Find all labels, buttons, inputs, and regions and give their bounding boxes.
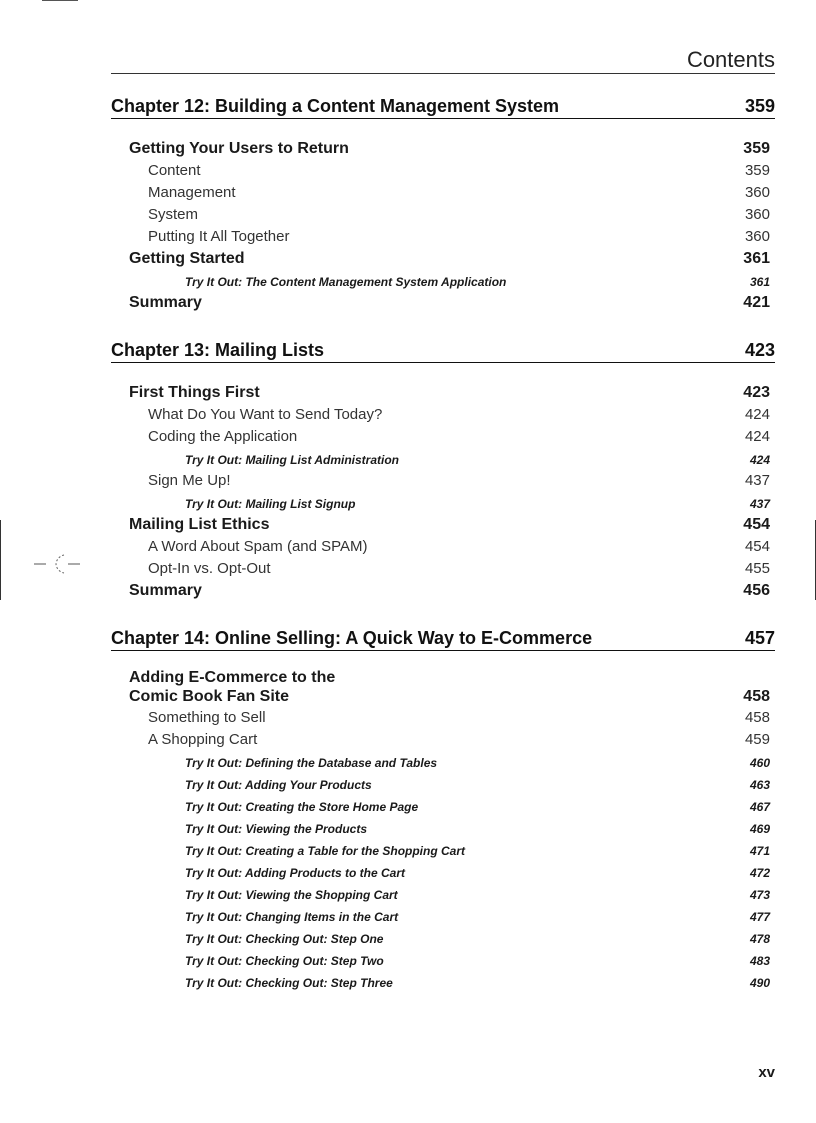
toc-entry[interactable]: [111, 816, 775, 838]
entry-page: 424: [749, 453, 770, 467]
toc-entry[interactable]: [111, 904, 775, 926]
toc-entry[interactable]: [111, 447, 775, 469]
entry-label: Getting Started: [129, 250, 245, 267]
toc-entry[interactable]: [111, 159, 775, 181]
entry-page: 421: [743, 294, 770, 311]
entry-label: Something to Sell: [148, 709, 266, 726]
header-rule: [111, 73, 775, 74]
toc-entry[interactable]: [111, 948, 775, 970]
chapter-12-heading[interactable]: [111, 90, 775, 119]
entry-label: Putting It All Together: [148, 228, 290, 245]
toc-entry[interactable]: [111, 970, 775, 992]
toc-entry-multiline[interactable]: [111, 668, 775, 706]
entry-label: Management: [148, 184, 236, 201]
entry-page: 471: [749, 844, 770, 858]
entry-page: 424: [744, 428, 770, 445]
entry-page: 437: [744, 472, 770, 489]
toc-entry[interactable]: [111, 535, 775, 557]
section-gap: [111, 601, 775, 622]
entry-label: Try It Out: Viewing the Products: [185, 822, 368, 836]
entry-page: 478: [749, 932, 770, 946]
entry-page: 456: [743, 582, 770, 599]
entry-label: Try It Out: Adding Products to the Cart: [185, 866, 405, 880]
registration-mark-icon: [34, 553, 80, 575]
toc-entry[interactable]: [111, 557, 775, 579]
toc-entry[interactable]: [111, 513, 775, 535]
entry-page: 423: [743, 384, 770, 401]
entry-page: 454: [743, 516, 770, 533]
toc-entry[interactable]: [111, 381, 775, 403]
entry-label: Try It Out: Creating the Store Home Page: [185, 800, 419, 814]
entry-page: 472: [749, 866, 770, 880]
entry-label: Try It Out: Checking Out: Step Two: [185, 954, 384, 968]
chapter-page: 423: [744, 340, 775, 360]
section-gap: [111, 313, 775, 334]
running-header: Contents: [686, 47, 775, 72]
chapter-title: Chapter 12: Building a Content Management System: [111, 96, 560, 116]
entry-page: 359: [743, 140, 770, 157]
chapter-13-heading[interactable]: [111, 334, 775, 363]
entry-label: Opt-In vs. Opt-Out: [148, 560, 271, 577]
chapter-page: 457: [744, 628, 775, 648]
toc-entry[interactable]: [111, 469, 775, 491]
entry-page: 360: [744, 228, 770, 245]
entry-page: 458: [743, 688, 770, 705]
entry-page: 437: [749, 497, 770, 511]
entry-label: Content: [148, 162, 201, 179]
entry-label: First Things First: [129, 384, 260, 401]
toc-entry[interactable]: [111, 425, 775, 447]
entry-label: Try It Out: Defining the Database and Tables: [185, 756, 438, 770]
entry-page: 490: [749, 976, 770, 990]
entry-page: 361: [743, 250, 770, 267]
entry-label: Try It Out: The Content Management System Application: [185, 275, 507, 289]
entry-page: 469: [749, 822, 770, 836]
toc-entry[interactable]: [111, 579, 775, 601]
entry-page: 360: [744, 184, 770, 201]
entry-label: Mailing List Ethics: [129, 516, 270, 533]
entry-page: 361: [749, 275, 770, 289]
entry-label: Try It Out: Adding Your Products: [185, 778, 372, 792]
entry-page: 359: [744, 162, 770, 179]
entry-page: 424: [744, 406, 770, 423]
entry-label: Sign Me Up!: [148, 472, 231, 489]
entry-label: Try It Out: Viewing the Shopping Cart: [185, 888, 398, 902]
toc-entry[interactable]: [111, 491, 775, 513]
entry-page: 477: [749, 910, 770, 924]
entry-label: Try It Out: Checking Out: Step One: [185, 932, 384, 946]
toc-entry[interactable]: [111, 403, 775, 425]
entry-label: Getting Your Users to Return: [129, 140, 349, 157]
entry-label: Try It Out: Creating a Table for the Shopping Cart: [185, 844, 466, 858]
chapter-title: Chapter 14: Online Selling: A Quick Way to E-Commerce: [111, 628, 593, 648]
entry-page: 460: [749, 756, 770, 770]
entry-label: Try It Out: Checking Out: Step Three: [185, 976, 393, 990]
entry-page: 454: [744, 538, 770, 555]
toc-entry[interactable]: [111, 706, 775, 728]
toc-entry[interactable]: [111, 750, 775, 772]
entry-page: 483: [749, 954, 770, 968]
entry-label: A Word About Spam (and SPAM): [148, 538, 368, 555]
toc-entry[interactable]: [111, 794, 775, 816]
entry-page: 458: [744, 709, 770, 726]
toc-entry[interactable]: [111, 137, 775, 159]
toc-entry[interactable]: [111, 269, 775, 291]
toc-entry[interactable]: [111, 291, 775, 313]
chapter-title: Chapter 13: Mailing Lists: [111, 340, 325, 360]
entry-page: 459: [744, 731, 770, 748]
entry-label-line-1: Adding E-Commerce to the: [129, 669, 336, 686]
table-of-contents: [111, 90, 775, 992]
toc-entry[interactable]: [111, 882, 775, 904]
toc-entry[interactable]: [111, 181, 775, 203]
entry-page: 473: [749, 888, 770, 902]
entry-page: 467: [749, 800, 770, 814]
entry-label: A Shopping Cart: [148, 731, 258, 748]
toc-entry[interactable]: [111, 838, 775, 860]
page-number: xv: [758, 1064, 775, 1081]
entry-label: Try It Out: Changing Items in the Cart: [185, 910, 399, 924]
chapter-page: 359: [744, 96, 775, 116]
entry-label: Summary: [129, 294, 202, 311]
entry-label: System: [148, 206, 199, 223]
toc-entry[interactable]: [111, 860, 775, 882]
toc-entry[interactable]: [111, 247, 775, 269]
entry-label-line-2: Comic Book Fan Site: [129, 688, 290, 705]
toc-entry[interactable]: [111, 203, 775, 225]
entry-label: Try It Out: Mailing List Administration: [185, 453, 400, 467]
entry-page: 360: [744, 206, 770, 223]
entry-label: Summary: [129, 582, 202, 599]
chapter-14-heading[interactable]: [111, 622, 775, 651]
crop-line-left: [0, 520, 1, 600]
entry-page: 455: [744, 560, 770, 577]
entry-label: What Do You Want to Send Today?: [148, 406, 383, 423]
toc-entry[interactable]: [111, 772, 775, 794]
toc-entry[interactable]: [111, 225, 775, 247]
top-rule: [42, 0, 78, 1]
entry-label: Try It Out: Mailing List Signup: [185, 497, 356, 511]
toc-entry[interactable]: [111, 728, 775, 750]
entry-page: 463: [749, 778, 770, 792]
entry-label: Coding the Application: [148, 428, 298, 445]
toc-entry[interactable]: [111, 926, 775, 948]
